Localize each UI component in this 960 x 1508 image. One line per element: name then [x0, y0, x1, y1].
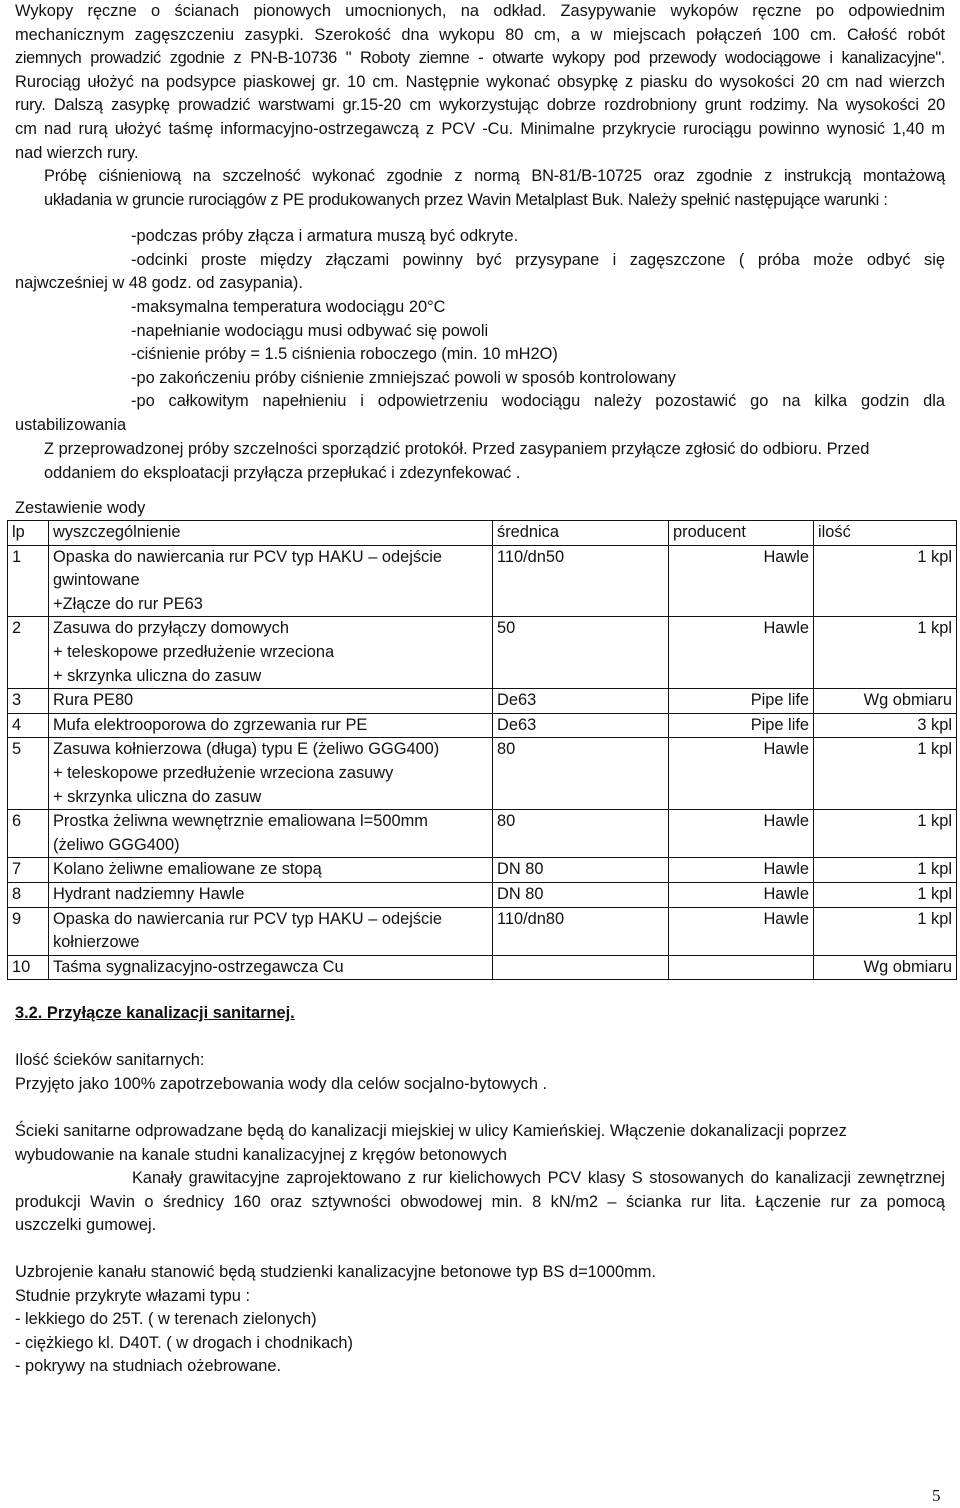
cell-lp: 6	[8, 810, 49, 858]
intro-line: cm nad rurą ułożyć taśmę informacyjno-ostrzegawczą z PCV -Cu. Minimalne przykrycie rurociągu powinno wynosić 1,40 m	[15, 119, 945, 138]
gravity-channels-line: Kanały grawitacyjne zaprojektowano z rur kielichowych PCV klasy S stosowanych do kanalizacji zewnętrznej	[132, 1169, 945, 1187]
table-row	[8, 858, 957, 883]
cell-lp: 8	[8, 882, 49, 907]
cell-diameter: DN 80	[493, 858, 669, 883]
cell-item: Prostka żeliwna wewnętrznie emaliowana l=500mm (żeliwo GGG400)	[49, 810, 493, 858]
closing-line: oddaniem do eksploatacji przyłącza przepłukać i zdezynfekować .	[44, 463, 521, 482]
gravity-channels-line: uszczelki gumowej.	[15, 1216, 157, 1235]
cell-lp: 4	[8, 713, 49, 738]
condition-item: -po całkowitym napełnieniu i odpowietrzeniu wodociągu należy pozostawić go na kilka godzin dla	[131, 392, 945, 411]
cell-diameter: DN 80	[493, 882, 669, 907]
manholes-line: - lekkiego do 25T. ( w terenach zielonych)	[15, 1310, 317, 1329]
cell-qty: 1 kpl	[814, 858, 957, 883]
cell-diameter: De63	[493, 689, 669, 714]
manholes-line: Studnie przykryte włazami typu :	[15, 1286, 251, 1305]
gravity-channels-line: produkcji Wavin o średnicy 160 oraz sztywności obwodowej min. 8 kN/m2 – ścianka rur lita. Łączenie rur za pomocą	[15, 1192, 945, 1211]
cell-qty: 1 kpl	[814, 545, 957, 617]
gravity-channels-block	[15, 1167, 945, 1238]
header-producer: producent	[669, 521, 814, 546]
sewage-amount-label: Ilość ścieków sanitarnych:	[15, 1051, 205, 1069]
section-heading	[15, 1002, 945, 1026]
intro-line: Rurociąg ułożyć na podsypce piaskowej gr. 10 cm. Następnie wykonać obsypkę z piasku do wysokości 20 cm nad wierzch	[15, 72, 945, 91]
table-row	[8, 617, 957, 689]
sewage-discharge-block	[15, 1120, 945, 1167]
sewage-discharge-line: wybudowanie na kanale studni kanalizacyjnej z kręgów betonowych	[15, 1145, 508, 1164]
condition-item: -napełnianie wodociągu musi odbywać się powoli	[131, 321, 489, 340]
cell-diameter: 50	[493, 617, 669, 689]
cell-qty: Wg obmiaru	[814, 955, 957, 980]
sewage-amount-block	[15, 1049, 945, 1096]
cell-item: Opaska do nawiercania rur PCV typ HAKU – odejście gwintowane +Złącze do rur PE63	[49, 545, 493, 617]
cell-lp: 7	[8, 858, 49, 883]
cell-qty: 1 kpl	[814, 810, 957, 858]
water-list-title: Zestawienie wody	[15, 499, 146, 517]
pressure-test-line: Próbę ciśnieniową na szczelność wykonać zgodnie z normą BN-81/B-10725 oraz zgodnie z instrukcją montażową	[44, 167, 945, 185]
intro-line: nad wierzch rury.	[15, 143, 139, 162]
intro-line: Wykopy ręczne o ścianach pionowych umocnionych, na odkład. Zasypywanie wykopów ręczne po odpowiednim	[15, 2, 945, 20]
table-header-row	[8, 521, 957, 546]
cell-producer: Hawle	[669, 738, 814, 810]
cell-diameter: 110/dn80	[493, 907, 669, 955]
cell-lp: 5	[8, 738, 49, 810]
condition-item: -podczas próby złącza i armatura muszą być odkryte.	[131, 227, 519, 245]
manholes-line: Uzbrojenie kanału stanowić będą studzienki kanalizacyjne betonowe typ BS d=1000mm.	[15, 1263, 656, 1281]
intro-paragraph	[15, 0, 945, 165]
table-row	[8, 907, 957, 955]
cell-qty: Wg obmiaru	[814, 689, 957, 714]
cell-lp: 10	[8, 955, 49, 980]
header-lp: lp	[8, 521, 49, 546]
pressure-test-paragraph	[44, 165, 945, 212]
cell-producer: Hawle	[669, 617, 814, 689]
cell-producer: Hawle	[669, 545, 814, 617]
cell-lp: 1	[8, 545, 49, 617]
pressure-test-line: układania w gruncie rurociągów z PE produkowanych przez Wavin Metalplast Buk. Należy spełnić następujące warunki :	[44, 190, 888, 209]
table-row	[8, 738, 957, 810]
condition-item: -po zakończeniu próby ciśnienie zmniejszać powoli w sposób kontrolowany	[131, 368, 676, 387]
condition-continuation: najwcześniej w 48 godz. od zasypania).	[15, 274, 303, 292]
cell-item: Hydrant nadziemny Hawle	[49, 882, 493, 907]
closing-line: Z przeprowadzonej próby szczelności sporządzić protokół. Przed zasypaniem przyłącze zgłosić do odbioru. Przed	[44, 440, 870, 458]
water-list-table	[7, 520, 957, 980]
pressure-test-conditions	[131, 225, 945, 272]
manholes-line: - pokrywy na studniach ożebrowane.	[15, 1357, 282, 1376]
pressure-test-closing	[44, 438, 945, 485]
cell-producer: Hawle	[669, 907, 814, 955]
intro-line: ziemnych prowadzić zgodnie z PN-B-10736 " Roboty ziemne - otwarte wykopy pod przewody wodociągowe i kanalizacyjne".	[15, 49, 945, 68]
condition-item: -ciśnienie próby = 1.5 ciśnienia roboczego (min. 10 mH2O)	[131, 345, 558, 364]
cell-producer: Pipe life	[669, 713, 814, 738]
header-item: wyszczególnienie	[49, 521, 493, 546]
cell-qty: 1 kpl	[814, 738, 957, 810]
cell-producer: Hawle	[669, 810, 814, 858]
cell-item: Zasuwa do przyłączy domowych + teleskopowe przedłużenie wrzeciona + skrzynka uliczna do zasuw	[49, 617, 493, 689]
table-row	[8, 689, 957, 714]
cell-qty: 1 kpl	[814, 617, 957, 689]
cell-lp: 9	[8, 907, 49, 955]
cell-diameter: 110/dn50	[493, 545, 669, 617]
header-diameter: średnica	[493, 521, 669, 546]
condition-continuation: ustabilizowania	[15, 416, 127, 434]
table-row	[8, 545, 957, 617]
condition-item: -maksymalna temperatura wodociągu 20°C	[131, 298, 446, 316]
cell-item: Zasuwa kołnierzowa (długa) typu E (żeliwo GGG400) + teleskopowe przedłużenie wrzeciona zasuwy + skrzynka uliczna do zasuw	[49, 738, 493, 810]
cell-producer: Hawle	[669, 882, 814, 907]
intro-line: rury. Dalszą zasypkę prowadzić warstwami gr.15-20 cm wykorzystując dobrze rozdrobniony grunt rodzimy. Na wysokości 20	[15, 96, 945, 115]
cell-lp: 2	[8, 617, 49, 689]
section-heading-text: 3.2. Przyłącze kanalizacji sanitarnej.	[15, 1004, 295, 1022]
manholes-line: - ciężkiego kl. D40T. ( w drogach i chodnikach)	[15, 1333, 353, 1352]
table-row	[8, 882, 957, 907]
table-row	[8, 810, 957, 858]
cell-qty: 1 kpl	[814, 882, 957, 907]
cell-qty: 1 kpl	[814, 907, 957, 955]
cell-producer: Hawle	[669, 858, 814, 883]
intro-line: mechanicznym zagęszczeniu zasypki. Szerokość dna wykopu 80 cm, a w miejscach połączeń 100 cm. Całość robót	[15, 25, 945, 44]
cell-item: Taśma sygnalizacyjno-ostrzegawcza Cu	[49, 955, 493, 980]
header-qty: ilość	[814, 521, 957, 546]
cell-producer: Pipe life	[669, 689, 814, 714]
cell-item: Rura PE80	[49, 689, 493, 714]
cell-diameter: De63	[493, 713, 669, 738]
cell-lp: 3	[8, 689, 49, 714]
table-row	[8, 713, 957, 738]
manholes-block	[15, 1261, 945, 1379]
pressure-test-conditions-2	[131, 296, 945, 414]
condition-item: -odcinki proste między złączami powinny być przysypane i zagęszczone ( próba może odbyć się	[131, 250, 945, 269]
sewage-discharge-line: Ścieki sanitarne odprowadzane będą do kanalizacji miejskiej w ulicy Kamieńskiej. Włączenie dokanalizacji poprzez	[15, 1122, 847, 1140]
cell-qty: 3 kpl	[814, 713, 957, 738]
cell-item: Mufa elektrooporowa do zgrzewania rur PE	[49, 713, 493, 738]
cell-item: Opaska do nawiercania rur PCV typ HAKU – odejście kołnierzowe	[49, 907, 493, 955]
cell-producer	[669, 955, 814, 980]
table-row	[8, 955, 957, 980]
cell-diameter	[493, 955, 669, 980]
page-number: 5	[932, 1486, 941, 1505]
sewage-amount-text: Przyjęto jako 100% zapotrzebowania wody dla celów socjalno-bytowych .	[15, 1074, 548, 1093]
cell-diameter: 80	[493, 810, 669, 858]
cell-item: Kolano żeliwne emaliowane ze stopą	[49, 858, 493, 883]
cell-diameter: 80	[493, 738, 669, 810]
